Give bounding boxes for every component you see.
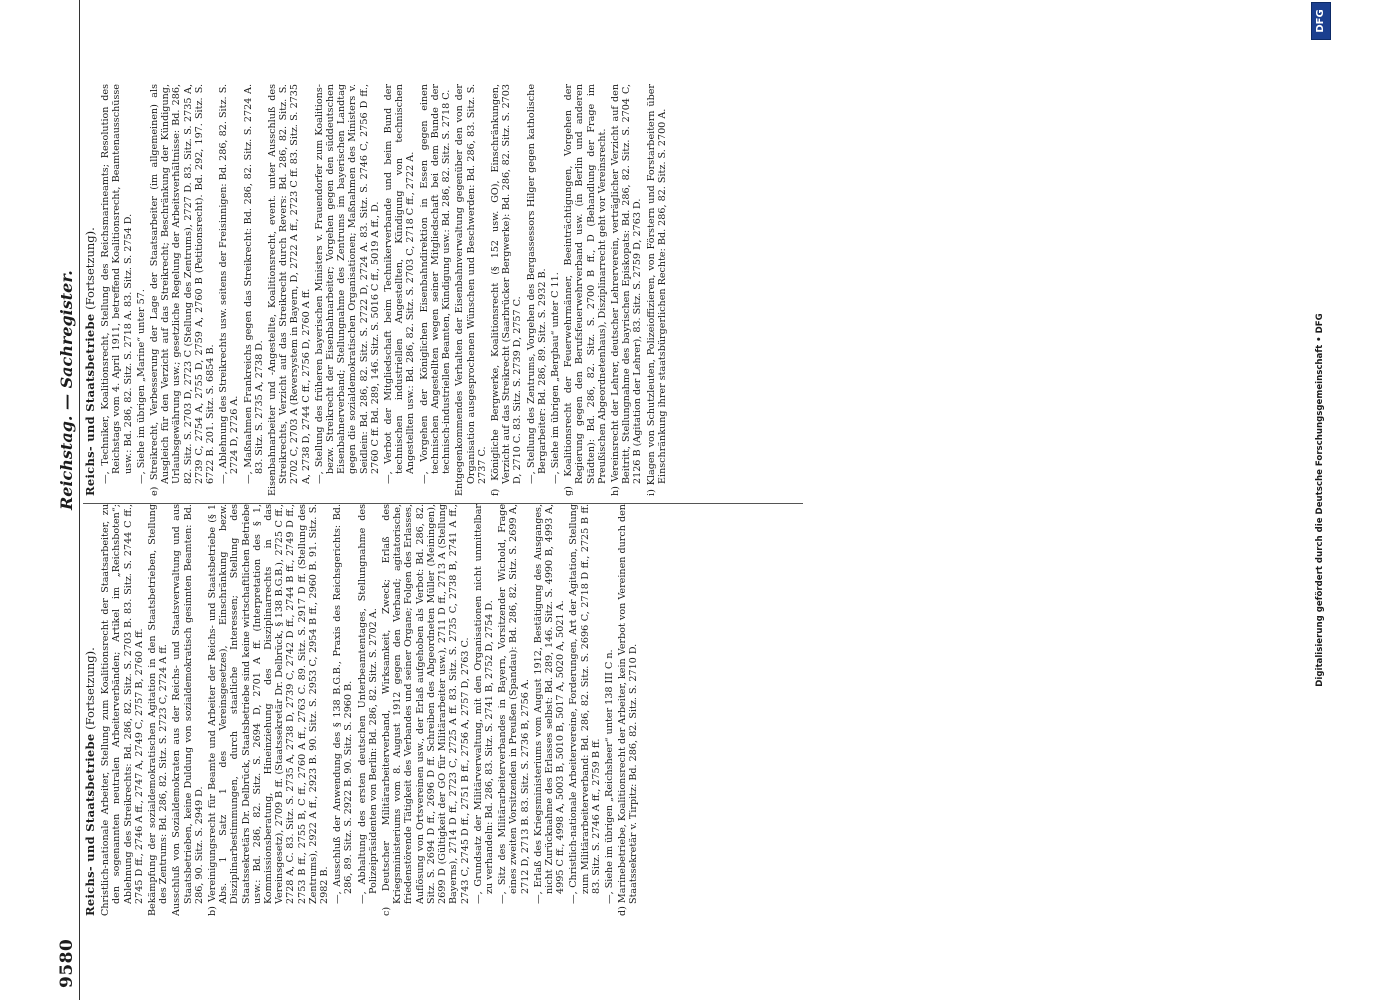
register-entry: i) Klagen von Schutzleuten, Polizeioffizieren, von Förstern und Forstarbeitern über Einschränkung ihrer staatsbürgerlichen Rechte: Bd. 286, 82. Sitz. S. 2700 A.	[645, 84, 668, 496]
register-entry: h) Vereinsrecht der Lehrer, deutscher Lehrerverein, verträglicher Verzicht auf den Beitritt, Stellungnahme des bayrischen Episkopats: Bd. 286, 82. Sitz. S. 2704 C, 2126 B (Agitation der Lehrer), 83. Sitz. S. 2759 D, 2763 D.	[609, 84, 644, 496]
right-heading-suffix: (Fortsetzung).	[83, 227, 97, 310]
right-heading-text: Reichs- und Staatsbetriebe	[83, 313, 97, 496]
register-subentry: —, Ausschluß der Anwendung des § 138 B.G.B., Praxis des Reichsgerichts: Bd. 286, 89. Sitz. S. 2922 B. 90. Sitz. S. 2960 B.	[332, 504, 355, 904]
right-column-heading	[85, 84, 96, 496]
register-subentry: —, Siehe im übrigen „Reichsheer“ unter 138 III C n.	[603, 649, 615, 904]
right-column	[85, 84, 825, 496]
scanned-page	[55, 0, 1355, 1000]
register-subentry: —, Erlaß des Kriegsministeriums vom August 1912, Bestätigung des Ausganges, nicht Zurücknahme des Erlasses selbst: Bd. 289, 146. Sitz. S. 4990 B, 4993 A, 4995 C ff., 4998 A, 5003 B, 5010 B, 5017 A, 5020 A, 5021 A.	[532, 504, 567, 904]
register-entry: b) Vereinigungsrecht für Beamte und Arbeiter der Reichs- und Staatsbetriebe (§ 1 Abs. 1 Satz 1 des Vereinsgesetzes), Einschränkung bezw. Disziplinarbestimmungen, durch staatliche Interessen; Stellung des Staatssekretärs Dr. Delbrück, Staatsbetriebe sind keine wirtschaftlichen Betriebe usw.: Bd. 286, 82. Sitz. S. 2694 D, 2701 A ff. (Interpretation des § 1, Kommissionsberatung, Hineinziehung des Disziplinarrechts in das Vereinsgesetz), 2709 B ff. (Staatssekretär Dr. Delbrück, § 138 B.G.B.), 2725 C ff., 2728 A, C. 83. Sitz. S. 2735 A, 2738 D, 2739 C, 2742 D ff., 2744 B ff., 2749 D ff., 2753 B ff., 2755 B, C ff., 2760 A ff., 2763 C. 89. Sitz. S. 2917 D ff. (Stellung des Zentrums), 2922 A ff., 2923 B. 90. Sitz. S. 2953 C, 2954 B ff., 2960 B. 91. Sitz. S. 2982 B.	[207, 504, 331, 916]
register-subentry: —, Abhaltung des ersten deutschen Unterbeamtentages, Stellungnahme des Polizeipräsidenten von Berlin: Bd. 286, 82. Sitz. S. 2702 A.	[356, 504, 379, 904]
register-entry: Ausschluß von Sozialdemokraten aus der Reichs- und Staatsverwaltung und aus Staatsbetrieben, keine Duldung von sozialdemokratisch gesinnten Beamten: Bd. 286, 90. Sitz. S. 2949 D.	[171, 504, 205, 916]
register-entry: Bekämpfung der sozialdemokratischen Agitation in den Staatsbetrieben, Stellung des Zentrums: Bd. 286, 82. Sitz. S. 2723 C, 2724 A ff.	[147, 504, 170, 916]
page-header	[55, 0, 80, 1000]
digitization-footer	[1313, 0, 1335, 1000]
register-subentry: —, Grundsatz der Militärverwaltung, mit den Organisationen nicht unmittelbar zu verhandeln: Bd. 286, 83. Sitz. S. 2741 B, 2752 D, 2754 D.	[472, 504, 495, 904]
register-entry: c) Deutscher Militärarbeiterverband, Wirksamkeit, Zweck; Erlaß des Kriegsministeriums vom 8. August 1912 gegen den Verband; agitatorische, friedenstörende Tätigkeit des Verbandes und seiner Organe; Folgen des Erlasses, Auflösung von Ortsvereinen usw., der Erlaß aufgehoben als Verbot: Bd. 286, 82. Sitz. S. 2694 D ff., 2696 D ff. Schreiben des Abgeordneten Müller (Meiningen), 2699 D (Gültigkeit der GO für Militärarbeiter usw.), 2711 D ff., 2713 A (Stellung Bayerns), 2714 D ff., 2723 C, 2725 A ff. 83. Sitz. S. 2735 C, 2738 B, 2741 A ff., 2743 C, 2745 D ff., 2751 B ff., 2756 A, 2757 D, 2763 C.	[381, 504, 471, 916]
register-subentry: —, Techniker, Koalitionsrecht, Stellung des Reichsmarineamts; Resolution des Reichstags vom 4. April 1911, betreffend Koalitionsrecht, Beamtenausschüsse usw.: Bd. 286, 82. Sitz. S. 2718 A. 83. Sitz. S. 2754 D.	[100, 84, 134, 484]
funding-notice: Digitalisierung gefördert durch die Deutsche Forschungsgemeinschaft • DFG	[1315, 313, 1325, 687]
register-entry: Entgegenkommendes Verhalten der Eisenbahnverwaltung gegenüber den von der Organisation ausgesprochenen Wünschen und Beschwerden: Bd. 286, 83. Sitz. S. 2737 C.	[454, 84, 488, 496]
register-subentry: —, Stellung des früheren bayerischen Ministers v. Frauendorfer zum Koalitions- bezw. Streikrecht der Eisenbahnarbeiter; Vorgehen gegen den süddeutschen Eisenbahnerverband; Stellungnahme des Zentrums im bayerischen Landtag gegen die sozialdemokratischen Organisationen; Maßnahmen des Ministers v. Seidlein: Bd. 286, 82. Sitz. S. 2722 D, 2724 A. 83. Sitz. S. 2746 C, 2756 D ff., 2760 C ff. Bd. 289, 146. Sitz. S. 5016 C ff., 5019 A ff., D.	[313, 84, 381, 484]
register-subentry: —, Maßnahmen Frankreichs gegen das Streikrecht: Bd. 286, 82. Sitz. S. 2724 A. 83. Sitz. S. 2735 A, 2738 D.	[242, 84, 265, 484]
left-heading-text: Reichs- und Staatsbetriebe	[83, 733, 97, 916]
register-entry: d) Marinebetriebe, Koalitionsrecht der Arbeiter, kein Verbot von Vereinen durch den Staatssekretär v. Tirpitz: Bd. 286, 82. Sitz. S. 2710 D.	[617, 504, 640, 916]
dfg-logo: DFG	[1311, 2, 1331, 40]
register-subentry: —, Ablehnung des Streikrechts usw. seitens der Freisinnigen: Bd. 286, 82. Sitz. S. 2724 D, 2726 A.	[218, 84, 241, 484]
register-entry: f) Königliche Bergwerke, Koalitionsrecht (§ 152 usw. GO), Einschränkungen, Verzicht auf das Streikrecht (Saarbrücker Bergwerke): Bd. 286, 82. Sitz. S. 2703 D, 2710 C. 83. Sitz. S. 2739 D, 2757 C.	[489, 84, 524, 496]
register-subentry: —, Sitz des Militärarbeiterverbandes in Bayern, Vorsitzender Wichold, Frage eines zweiten Vorsitzenden in Preußen (Spandau): Bd. 286, 82. Sitz. S. 2699 A, 2712 D, 2713 B. 83. Sitz. S. 2736 B, 2756 A.	[497, 504, 531, 904]
left-column-heading	[85, 504, 96, 916]
register-subentry: —, Siehe im übrigen „Bergbau“ unter C 11.	[549, 272, 561, 484]
register-subentry: —, Siehe im übrigen „Marine“ unter 57.	[135, 289, 147, 484]
rotated-page-content	[55, 0, 1355, 1000]
register-subentry: —, Vorgehen der Königlichen Eisenbahndirektion in Essen gegen einen technischen Angestellten wegen seiner Mitgliedschaft bei dem Bunde der technisch-industriellen Beamten, Kündigung usw.: Bd. 286, 82. Sitz. S. 2718 C.	[418, 84, 453, 484]
column-divider	[83, 503, 803, 504]
left-heading-suffix: (Fortsetzung).	[83, 647, 97, 730]
register-entry: e) Streikrecht, Verbesserung der Lage der Staatsarbeiter (im allgemeinen) als Ausgleich für den Verzicht auf das Streikrecht; Beschränkung der Kündigung, Urlaubsgewährung usw.; gesetzliche Regelung der Arbeitsverhältnisse: Bd. 286, 82. Sitz. S. 2703 D, 2723 C (Stellung des Zentrums), 2727 D. 83. Sitz. S. 2735 A, 2739 C, 2754 A, 2755 D, 2759 A, 2760 B (Petitionsrecht). Bd. 292, 197. Sitz. S. 6722 B. 201. Sitz. S. 6854 B.	[149, 84, 217, 496]
page-number: 9580	[57, 938, 77, 988]
register-subentry: —, Christlich-nationale Arbeitervereine, Forderungen, Art der Agitation, Stellung zum Militärarbeiterverband: Bd. 286, 82. Sitz. S. 2696 C, 2718 D ff., 2725 B ff. 83. Sitz. S. 2746 A ff., 2759 B ff.	[568, 504, 602, 904]
left-column	[85, 504, 805, 916]
register-subentry: —, Stellung des Zentrums, Vorgehen des Bergassessors Hilger gegen katholische Bergarbeiter: Bd. 286, 89. Sitz. S. 2932 B.	[525, 84, 548, 484]
register-subentry: —, Verbot der Mitgliedschaft beim Technikerverbande und beim Bund der technischen industriellen Angestellten, Kündigung von technischen Angestellten usw.: Bd. 286, 82. Sitz. S. 2703 C, 2718 C ff., 2722 A.	[383, 84, 417, 484]
register-entry: Christlich-nationale Arbeiter, Stellung zum Koalitionsrecht der Staatsarbeiter, zu den sogenannten neutralen Arbeiterverbänden; Artikel im „Reichsboten“; Ablehnung des Streikrechts: Bd. 286, 82. Sitz. S. 2703 B. 83. Sitz. S. 2744 C ff., 2745 D ff., 2746 A ff., 2747 A, 2749 C, 2757 B, 2760 A ff.	[100, 504, 145, 916]
page-title: Reichstag. — Sachregister.	[57, 270, 76, 510]
register-entry: g) Koalitionsrecht der Feuerwehrmänner, Beeinträchtigungen, Vorgehen der Regierung gegen den Berufsfeuerwehrverband usw. (in Berlin und anderen Städten): Bd. 286, 82. Sitz. S. 2700 B ff., D (Behandlung der Frage im Preußischen Abgeordnetenhaus), Disziplinarrecht geht vor Vereinsrecht.	[563, 84, 608, 496]
register-entry: Eisenbahnarbeiter und -Angestellte, Koalitionsrecht, event. unter Ausschluß des Streikrechts, Verzicht auf das Streikrecht durch Revers: Bd. 286, 82. Sitz. S. 2702 C, 2703 A (Reversystem in Bayern, D, 2722 A ff., 2723 C ff. 83. Sitz. S. 2735 A, 2738 D, 2744 C ff., 2756 D, 2760 A ff.	[267, 84, 312, 496]
